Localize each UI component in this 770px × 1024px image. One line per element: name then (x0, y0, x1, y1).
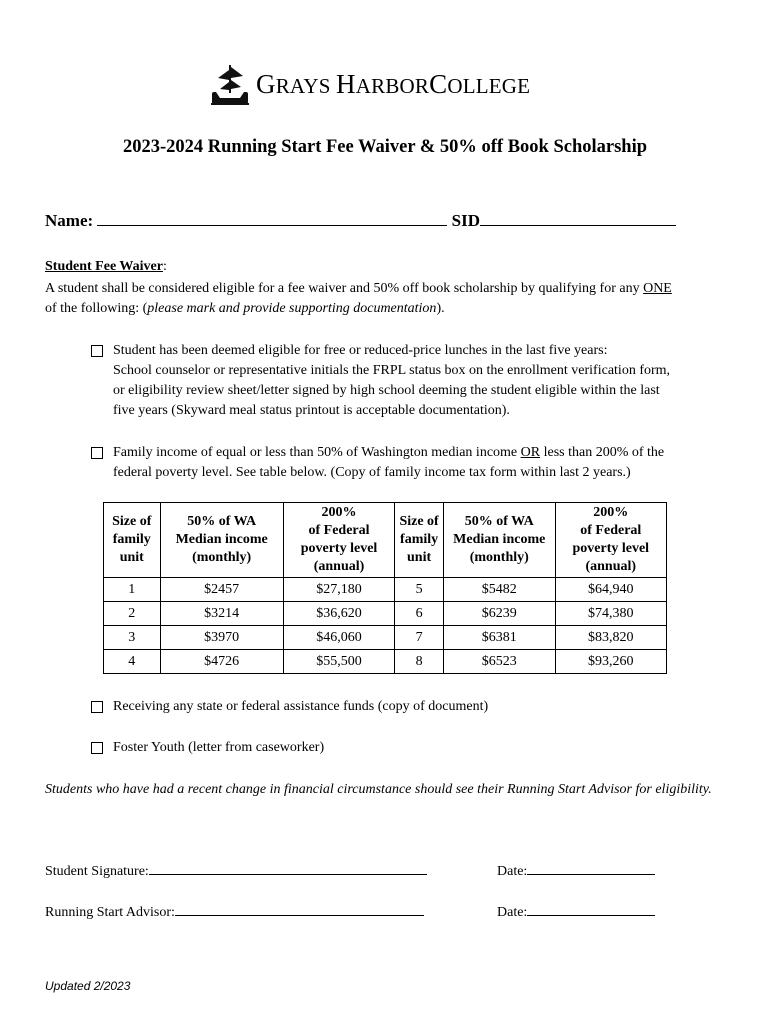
table-cell: $6523 (443, 650, 555, 674)
table-cell: $6381 (443, 626, 555, 650)
income-checkbox[interactable] (91, 447, 103, 459)
table-cell: 1 (104, 578, 161, 602)
student-signature-line: Student Signature: (45, 862, 427, 880)
table-cell: 6 (395, 602, 444, 626)
header-size-2: Size of family unit (395, 503, 444, 578)
advisor-date-line: Date: (497, 903, 655, 921)
table-cell: $3970 (160, 626, 283, 650)
table-cell: 5 (395, 578, 444, 602)
table-cell: $3214 (160, 602, 283, 626)
advisor-signature-field[interactable] (175, 903, 424, 916)
header-poverty-2: 200% of Federal poverty level (annual) (555, 503, 666, 578)
name-sid-line (45, 211, 676, 231)
table-cell: 8 (395, 650, 444, 674)
table-cell: $64,940 (555, 578, 666, 602)
table-row (104, 578, 667, 602)
advisor-signature-line: Running Start Advisor: (45, 903, 424, 921)
intro-paragraph (45, 279, 735, 319)
header-median-2: 50% of WA Median income (monthly) (443, 503, 555, 578)
table-cell: $55,500 (283, 650, 394, 674)
lunch-checkbox[interactable] (91, 345, 103, 357)
table-cell: $36,620 (283, 602, 394, 626)
table-cell: 7 (395, 626, 444, 650)
table-cell: $2457 (160, 578, 283, 602)
intro-line-2: of the following: (please mark and provide supporting documentation). (45, 301, 445, 316)
student-date-line: Date: (497, 862, 655, 880)
header-median-1: 50% of WA Median income (monthly) (160, 503, 283, 578)
ship-seal-icon (210, 62, 250, 106)
sid-label: SID (451, 211, 481, 230)
table-cell: $46,060 (283, 626, 394, 650)
name-label: Name: (45, 211, 94, 230)
table-cell: 3 (104, 626, 161, 650)
income-table (103, 502, 667, 674)
table-cell: $6239 (443, 602, 555, 626)
financial-change-note: Students who have had a recent change in financial circumstance should see their Running Start Advisor for eligibility. (45, 782, 712, 797)
advisor-date-field[interactable] (527, 903, 655, 916)
table-cell: $5482 (443, 578, 555, 602)
table-row (104, 626, 667, 650)
student-date-field[interactable] (527, 862, 655, 875)
document-page: GRAYS HARBORCOLLEGE 2023-2024 Running Start Fee Waiver & 50% off Book Scholarship Name: SID Student Fee Waiver: A student shall be considered eligible for a fee waiver and 50% off book scholarship by qualifying for any ONE of the following: (please mark and provide supporting documentation). Student has been deemed eligible for free or reduced-price lunches in the last five years: School counselor or representative initials the FRPL status box on the enrollment verification form, or eligibility review sheet/letter signed by high school deeming the student eligible within the last five years (Skyward meal status printout is acceptable documentation). Family income of equal or less than 50% of Washington median income OR less than 200% of the federal poverty level. See table below. (Copy of family income tax form within last 2 years.) Size of family unit 50% of WA Median income (monthly) 200% of Federal poverty level (annual) Size of family unit 50% of WA Median income (monthly) 200% of Federal poverty level (annual) 1 $2457 $27,180 5 $5482 $64,940 2 $3214 $36,620 6 $6239 $74,380 3 $3970 $46,060 7 $6381 $83,820 4 $4726 $55,500 8 $6523 $93,260 Receiving any state or federal assistance funds (copy of document) Foster Youth (letter from caseworker) Students who have had a recent change in financial circumstance should see their Running Start Advisor for eligibility. Student Signature: Date: Running Start Advisor: Date: Updated 2/2023 (0, 0, 770, 1024)
intro-line-1: A student shall be considered eligible for a fee waiver and 50% off book scholarship by qualifying for any ONE (45, 281, 672, 296)
foster-checkbox[interactable] (91, 742, 103, 754)
sid-field[interactable] (480, 211, 676, 226)
page-title: 2023-2024 Running Start Fee Waiver & 50% off Book Scholarship (122, 137, 648, 157)
table-cell: 4 (104, 650, 161, 674)
name-field[interactable] (97, 211, 447, 226)
college-name: GRAYS HARBORCOLLEGE (256, 68, 531, 99)
assistance-checkbox[interactable] (91, 701, 103, 713)
student-signature-field[interactable] (149, 862, 427, 875)
header-size-1: Size of family unit (104, 503, 161, 578)
section-heading: Student Fee Waiver: (45, 259, 167, 274)
header-poverty-1: 200% of Federal poverty level (annual) (283, 503, 394, 578)
table-cell: $27,180 (283, 578, 394, 602)
table-row (104, 602, 667, 626)
table-row (104, 650, 667, 674)
table-cell: $83,820 (555, 626, 666, 650)
updated-footer: Updated 2/2023 (45, 979, 131, 993)
table-cell: $93,260 (555, 650, 666, 674)
table-cell: 2 (104, 602, 161, 626)
table-header-row (104, 503, 667, 578)
table-cell: $4726 (160, 650, 283, 674)
college-logo (210, 62, 530, 106)
table-cell: $74,380 (555, 602, 666, 626)
